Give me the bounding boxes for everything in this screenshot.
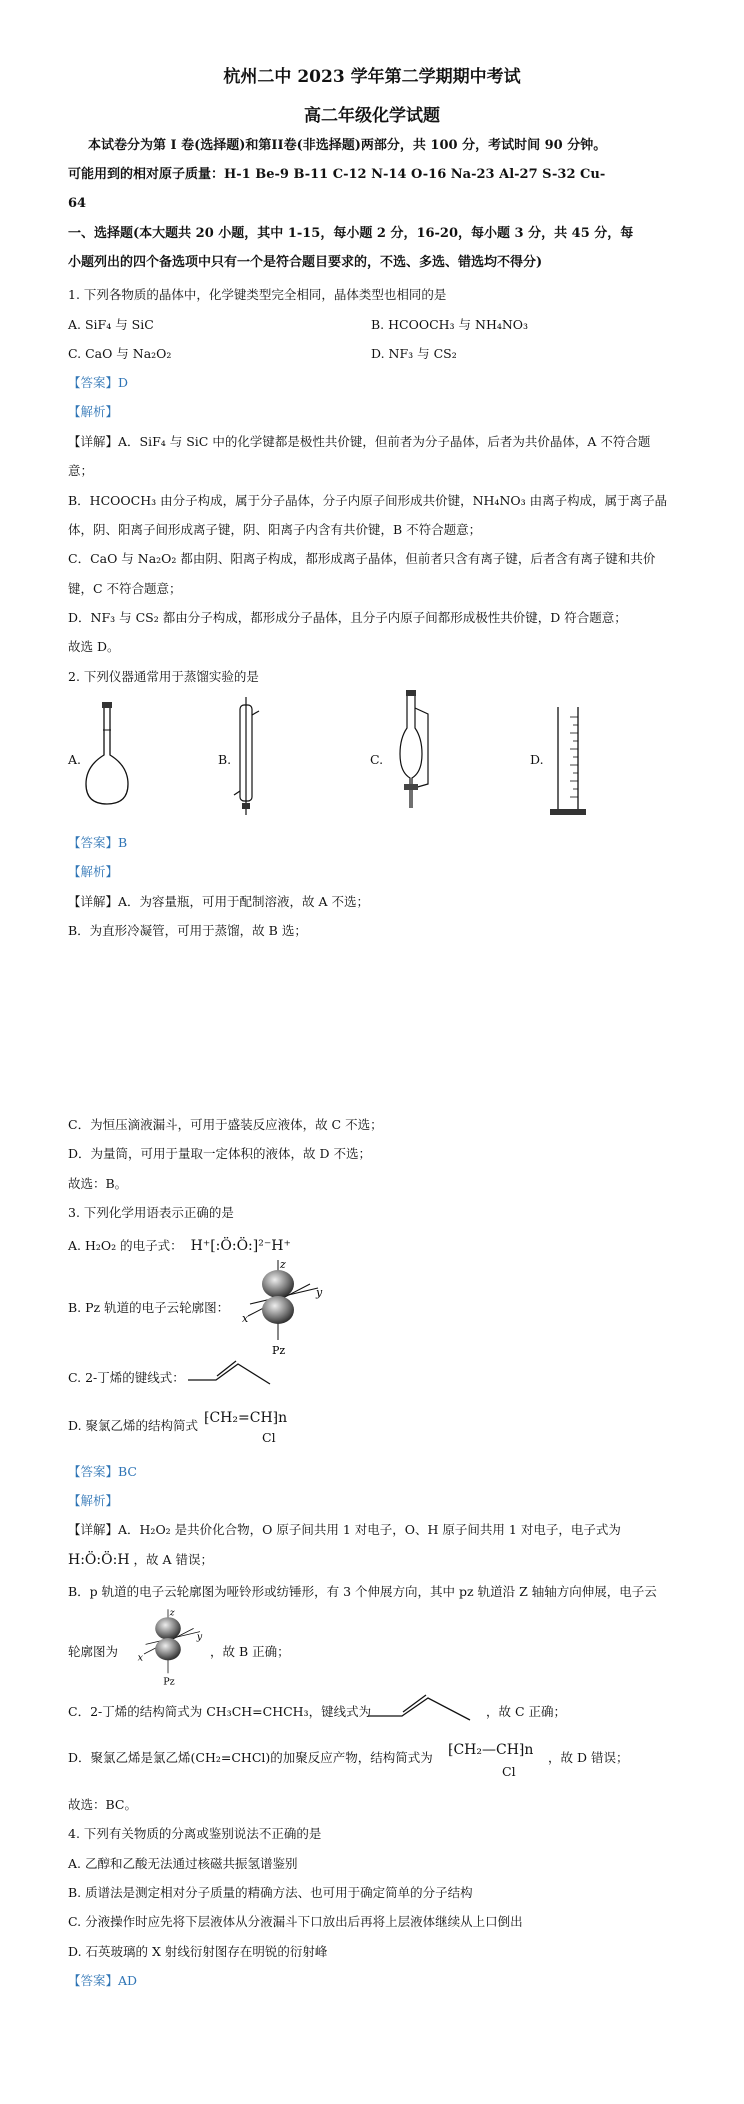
- q3-option-d: D. 聚氯乙烯的结构简式: [68, 1418, 199, 1433]
- q3-option-a-formula: H⁺[:Ö:Ö:]²⁻H⁺: [190, 1238, 291, 1254]
- q1-detail: B．HCOOCH₃ 由分子构成，属于分子晶体，分子内原子间形成共价键，NH₄NO₃ 由离子构成，属于离子晶: [68, 493, 668, 508]
- q2-option-b: B.: [218, 752, 232, 767]
- q1-option-a: A. SiF₄ 与 SiC: [68, 317, 154, 332]
- q1-answer: 【答案】D: [68, 375, 129, 390]
- butene-skeletal-figure: [186, 1358, 276, 1388]
- pz-orbital-figure: [228, 1256, 328, 1356]
- axis-x-label: x: [242, 1312, 249, 1325]
- pz-label: Pz: [272, 1344, 286, 1356]
- volumetric-flask-figure: [82, 700, 132, 810]
- q2-detail: D．为量筒，可用于量取一定体积的液体，故 D 不选；: [68, 1146, 371, 1161]
- q1-option-b: B. HCOOCH₃ 与 NH₄NO₃: [371, 317, 529, 332]
- axis-y-label: y: [196, 1631, 203, 1643]
- pvc-formula: ⁅CH₂=CH⁆n: [204, 1410, 288, 1426]
- condenser-figure: [232, 695, 262, 820]
- atomic-mass-cont: 64: [68, 196, 87, 211]
- q1-analysis: 【解析】: [68, 404, 119, 419]
- q2-detail: C．为恒压滴液漏斗，可用于盛装反应液体，故 C 不选；: [68, 1117, 383, 1132]
- q1-detail: D．NF₃ 与 CS₂ 都由分子构成，都形成分子晶体，且分子内原子间都形成极性共价键，D 符合题意；: [68, 610, 627, 625]
- pvc-formula-2: ⁅CH₂—CH⁆n: [448, 1742, 534, 1758]
- q3-option-a-label: A. H₂O₂ 的电子式：: [68, 1238, 183, 1253]
- q4-option-a: A. 乙醇和乙酸无法通过核磁共振氢谱鉴别: [68, 1856, 298, 1871]
- q2-option-d: D.: [530, 752, 544, 767]
- q4-option-d: D. 石英玻璃的 X 射线衍射图存在明锐的衍射峰: [68, 1944, 328, 1959]
- q3-detail: ，故 C 正确；: [486, 1704, 567, 1719]
- q1-detail: 体，阴、阳离子间形成离子键，阴、阳离子内含有共价键，B 不符合题意；: [68, 522, 482, 537]
- pvc-cl: Cl: [262, 1430, 276, 1445]
- q3-analysis: 【解析】: [68, 1493, 119, 1508]
- q4-stem: 4. 下列有关物质的分离或鉴别说法不正确的是: [68, 1826, 322, 1841]
- q2-stem: 2. 下列仪器通常用于蒸馏实验的是: [68, 669, 259, 684]
- q2-option-a: A.: [68, 752, 82, 767]
- q3-detail: C．2-丁烯的结构简式为 CH₃CH=CHCH₃，键线式为: [68, 1704, 372, 1719]
- butene-skeletal-figure-2: [366, 1694, 476, 1724]
- q3-option-c: C. 2-丁烯的键线式：: [68, 1370, 185, 1385]
- graduated-cylinder-figure: [548, 705, 588, 820]
- q1-stem: 1. 下列各物质的晶体中，化学键类型完全相同，晶体类型也相同的是: [68, 287, 447, 302]
- q3-option-b: B. Pz 轨道的电子云轮廓图：: [68, 1300, 230, 1315]
- q2-detail: 故选：B。: [68, 1176, 128, 1191]
- q2-detail: B．为直形冷凝管，可用于蒸馏，故 B 选；: [68, 923, 307, 938]
- q3-detail: 轮廓图为: [68, 1644, 119, 1659]
- intro-line: 本试卷分为第 I 卷(选择题)和第II卷(非选择题)两部分，共 100 分，考试时间 90 分钟。: [88, 138, 607, 153]
- axis-y-label: y: [316, 1286, 323, 1299]
- q3-detail: 故选：BC。: [68, 1797, 137, 1812]
- section-heading-cont: 小题列出的四个备选项中只有一个是符合题目要求的，不选、多选、错选均不得分): [68, 255, 543, 270]
- dropping-funnel-figure: [386, 688, 436, 818]
- q3-detail: ，故 D 错误；: [548, 1750, 629, 1765]
- pz-label: Pz: [163, 1676, 175, 1686]
- q3-option-a: [68, 1236, 291, 1256]
- q1-detail: 键，C 不符合题意；: [68, 581, 182, 596]
- q2-answer: 【答案】B: [68, 835, 128, 850]
- axis-z-label: z: [280, 1258, 286, 1271]
- q3-detail: D．聚氯乙烯是氯乙烯(CH₂=CHCl)的加聚反应产物，结构简式为: [68, 1750, 433, 1765]
- q4-option-c: C. 分液操作时应先将下层液体从分液漏斗下口放出后再将上层液体继续从上口倒出: [68, 1914, 523, 1929]
- pvc-cl-2: Cl: [502, 1764, 516, 1779]
- q2-analysis: 【解析】: [68, 864, 119, 879]
- q4-answer: 【答案】AD: [68, 1973, 138, 1988]
- q1-detail: C．CaO 与 Na₂O₂ 都由阴、阳离子构成，都形成离子晶体，但前者只含有离子键，后者含有离子键和共价: [68, 551, 656, 566]
- q3-detail: ，故 A 错误；: [133, 1552, 213, 1567]
- q3-detail: B．p 轨道的电子云轮廓图为哑铃形或纺锤形，有 3 个伸展方向，其中 pz 轨道沿 Z 轴轴方向伸展，电子云: [68, 1584, 657, 1599]
- q3-answer: 【答案】BC: [68, 1464, 137, 1479]
- exam-title: 杭州二中 2023 学年第二学期期中考试: [223, 67, 521, 87]
- q1-detail: 故选 D。: [68, 639, 120, 654]
- axis-x-label: x: [137, 1652, 144, 1664]
- section-heading: 一、选择题(本大题共 20 小题，其中 1-15，每小题 2 分，16-20，每小题 3 分，共 45 分，每: [68, 226, 634, 241]
- atomic-mass-line: 可能用到的相对原子质量：H-1 Be-9 B-11 C-12 N-14 O-16 Na-23 Al-27 S-32 Cu-: [68, 167, 606, 182]
- q1-detail: 【详解】A．SiF₄ 与 SiC 中的化学键都是极性共价键，但前者为分子晶体，后者为共价晶体，A 不符合题: [68, 434, 651, 449]
- q4-option-b: B. 质谱法是测定相对分子质量的精确方法、也可用于确定简单的分子结构: [68, 1885, 473, 1900]
- q3-detail: 【详解】A．H₂O₂ 是共价化合物，O 原子间共用 1 对电子，O、H 原子间共用 1 对电子，电子式为: [68, 1522, 621, 1537]
- q3-detail: ，故 B 正确；: [210, 1644, 290, 1659]
- q1-option-c: C. CaO 与 Na₂O₂: [68, 346, 172, 361]
- q3-stem: 3. 下列化学用语表示正确的是: [68, 1205, 234, 1220]
- q1-detail: 意；: [68, 463, 94, 478]
- pz-orbital-figure-small: [128, 1606, 208, 1686]
- h2o2-electron-formula: H:Ö:Ö:H: [68, 1552, 130, 1568]
- exam-subtitle: 高二年级化学试题: [304, 106, 440, 126]
- q1-option-d: D. NF₃ 与 CS₂: [371, 346, 457, 361]
- q2-option-c: C.: [370, 752, 384, 767]
- q2-detail: 【详解】A．为容量瓶，可用于配制溶液，故 A 不选；: [68, 894, 370, 909]
- q3-detail-line: [68, 1550, 213, 1570]
- axis-z-label: z: [169, 1607, 175, 1619]
